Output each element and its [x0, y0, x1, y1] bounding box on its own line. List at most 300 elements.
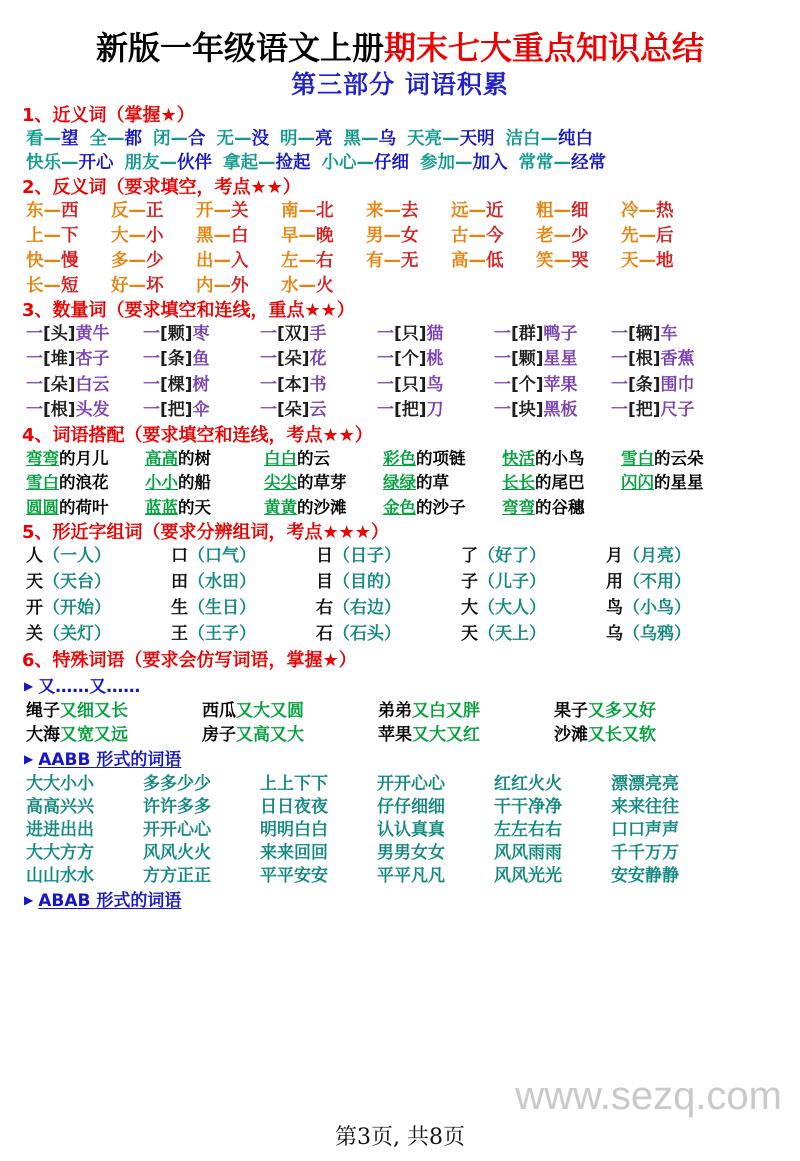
base-character: 鸟 — [606, 598, 623, 619]
antonym-word-a: 黑 — [196, 226, 214, 247]
antonym-word-a: 东 — [26, 201, 44, 222]
synonym-word-b: 仔细 — [374, 152, 409, 173]
subject-word: 房子 — [202, 724, 236, 745]
noun-phrase: 的项链 — [416, 448, 466, 468]
word-item — [611, 399, 728, 421]
antonym-word-b: 北 — [316, 201, 334, 222]
word-item — [366, 225, 451, 248]
dash-separator: — — [213, 226, 231, 247]
word-item — [26, 374, 143, 396]
dash-separator: — — [361, 128, 379, 149]
antonym-word-a: 水 — [281, 275, 299, 296]
dash-separator: — — [43, 128, 61, 149]
measure-word: [个] — [511, 374, 544, 395]
reduplicated-word: 安安静静 — [611, 866, 679, 887]
reduplicated-word: 高高兴兴 — [26, 796, 94, 817]
dash-separator: — — [356, 152, 374, 173]
antonym-row — [26, 225, 800, 248]
word-item — [494, 796, 611, 818]
similar-character-row — [26, 623, 800, 645]
synonym-word-b: 捡起 — [275, 152, 311, 173]
antonym-word-b: 白 — [231, 226, 249, 247]
word-item — [606, 623, 751, 645]
noun-phrase: 的尾巴 — [535, 473, 585, 493]
reduplicated-word: 平平安安 — [260, 866, 328, 887]
word-item — [611, 865, 728, 887]
word-item — [502, 448, 621, 469]
numeral: 一 — [143, 399, 160, 420]
noun: 云 — [309, 399, 327, 420]
similar-character-row — [26, 571, 800, 593]
word-item — [377, 865, 494, 887]
watermark: www.sezq.com — [515, 1074, 782, 1118]
dash-separator: — — [159, 152, 177, 173]
antonym-word-b: 右 — [316, 250, 334, 271]
word-item — [111, 275, 196, 298]
bullet-heading-you-you — [24, 676, 800, 698]
dash-separator: — — [170, 128, 188, 149]
antonym-word-a: 早 — [281, 226, 299, 247]
measure-word: [朵] — [277, 349, 310, 370]
bullet-label: AABB 形式的词语 — [38, 749, 182, 770]
word-in-parens: （右边） — [333, 598, 401, 619]
section-body-measure-words — [26, 323, 800, 420]
section-heading-special-words: 6、特殊词语（要求会仿写词语，掌握★） — [22, 650, 357, 672]
pattern-phrase: 又宽又远 — [60, 724, 128, 745]
antonym-word-b: 晚 — [316, 226, 334, 247]
word-item — [611, 773, 728, 795]
word-item — [611, 323, 728, 345]
word-item — [26, 865, 143, 887]
word-item — [171, 545, 316, 567]
word-item — [145, 497, 264, 518]
word-item — [26, 545, 171, 567]
subject-word: 弟弟 — [378, 700, 412, 721]
antonym-word-a: 上 — [26, 226, 44, 247]
word-item — [26, 225, 111, 248]
word-item — [217, 128, 270, 151]
measure-word: [把] — [628, 399, 661, 420]
word-item — [26, 275, 111, 298]
antonym-row — [26, 275, 800, 298]
reduplicated-word: 平平凡凡 — [377, 866, 445, 887]
antonym-word-b: 后 — [656, 226, 674, 247]
noun-phrase: 的荷叶 — [59, 497, 109, 517]
triangle-bullet-icon: ▶ — [24, 678, 34, 693]
word-item — [606, 545, 751, 567]
base-character: 关 — [26, 624, 43, 645]
word-item — [260, 819, 377, 841]
dash-separator: — — [128, 201, 146, 222]
noun: 白云 — [75, 374, 110, 395]
base-character: 田 — [171, 572, 188, 593]
antonym-word-a: 大 — [111, 226, 129, 247]
word-item — [502, 472, 621, 493]
modifier-word: 彩色 — [383, 448, 416, 468]
word-item — [461, 623, 606, 645]
measure-word-row — [26, 323, 800, 345]
noun: 星星 — [543, 349, 578, 370]
dash-separator: — — [213, 250, 231, 271]
word-item — [621, 200, 706, 223]
measure-word: [把] — [160, 399, 193, 420]
antonym-word-b: 短 — [61, 275, 79, 296]
reduplicated-word: 开开心心 — [377, 773, 445, 794]
word-item — [366, 250, 451, 273]
word-item — [145, 472, 264, 493]
reduplicated-word: 干干净净 — [494, 796, 562, 817]
collocation-row — [26, 472, 800, 493]
pattern-phrase: 又多又好 — [588, 700, 656, 721]
reduplicated-word: 大大小小 — [26, 773, 94, 794]
modifier-word: 绿绿 — [383, 473, 416, 493]
word-item — [143, 323, 260, 345]
word-item — [26, 842, 143, 864]
similar-character-row — [26, 545, 800, 567]
antonym-word-b: 关 — [231, 201, 249, 222]
word-item — [26, 571, 171, 593]
noun: 香蕉 — [660, 349, 695, 370]
word-in-parens: （开始） — [43, 598, 111, 619]
section-body-synonyms — [26, 128, 800, 175]
measure-word: [群] — [511, 324, 544, 345]
word-in-parens: （石头） — [333, 624, 401, 645]
noun: 桃 — [426, 349, 444, 370]
word-item — [260, 323, 377, 345]
word-item — [611, 374, 728, 396]
synonym-word-a: 洁白 — [505, 128, 541, 149]
antonym-word-a: 天 — [621, 250, 639, 271]
word-item — [196, 250, 281, 273]
base-character: 生 — [171, 598, 188, 619]
reduplicated-word: 风风光光 — [494, 866, 562, 887]
word-item — [26, 497, 145, 518]
dash-separator: — — [553, 250, 571, 271]
word-in-parens: （一人） — [43, 546, 111, 567]
word-item — [264, 448, 383, 469]
pattern-phrase: 又细又长 — [60, 700, 128, 721]
base-character: 人 — [26, 546, 43, 567]
word-in-parens: （好了） — [478, 546, 546, 567]
modifier-word: 长长 — [502, 473, 535, 493]
word-item — [494, 323, 611, 345]
reduplicated-word: 千千万万 — [611, 843, 679, 864]
word-item — [316, 571, 461, 593]
dash-separator: — — [383, 250, 401, 271]
noun: 刀 — [426, 399, 444, 420]
antonym-word-a: 内 — [196, 275, 214, 296]
collocation-row — [26, 448, 800, 469]
measure-word: [个] — [394, 349, 427, 370]
word-in-parens: （口气） — [188, 546, 256, 567]
word-in-parens: （乌鸦） — [623, 624, 691, 645]
antonym-word-b: 少 — [571, 226, 589, 247]
word-item — [407, 128, 495, 151]
measure-word: [堆] — [43, 349, 76, 370]
antonym-word-a: 老 — [536, 226, 554, 247]
word-item — [461, 571, 606, 593]
subject-word: 苹果 — [378, 724, 412, 745]
synonym-word-b: 开心 — [78, 152, 114, 173]
word-item — [171, 623, 316, 645]
antonym-word-a: 有 — [366, 250, 384, 271]
word-item — [143, 773, 260, 795]
title-red-part: 期末七大重点知识总结 — [384, 29, 705, 67]
noun-phrase: 的谷穗 — [535, 497, 585, 517]
reduplicated-word: 口口声声 — [611, 820, 679, 841]
aabb-row — [26, 819, 800, 841]
reduplicated-word: 红红火火 — [494, 773, 562, 794]
dash-separator: — — [258, 152, 276, 173]
section-body-collocations — [26, 448, 800, 518]
dash-separator: — — [540, 128, 558, 149]
section-heading-measure-words: 3、数量词（要求填空和连线，重点★★） — [22, 300, 355, 322]
antonym-word-b: 火 — [316, 275, 334, 296]
measure-word: [条] — [160, 349, 193, 370]
section-heading-antonyms: 2、反义词（要求填空，考点★★） — [22, 177, 301, 199]
noun: 猫 — [426, 324, 444, 345]
word-in-parens: （小鸟） — [623, 598, 691, 619]
word-item — [264, 497, 383, 518]
dash-separator: — — [128, 250, 146, 271]
numeral: 一 — [26, 374, 43, 395]
noun: 花 — [309, 349, 327, 370]
synonym-word-b: 纯白 — [558, 128, 593, 149]
modifier-word: 弯弯 — [26, 448, 59, 468]
word-item — [377, 374, 494, 396]
pattern-phrase: 又白又胖 — [412, 700, 480, 721]
word-item — [281, 200, 366, 223]
word-item — [420, 152, 508, 175]
dash-separator: — — [43, 226, 61, 247]
bullet-heading-abab — [24, 890, 800, 912]
section-body-antonyms — [26, 200, 800, 297]
synonym-word-a: 闭 — [153, 128, 171, 149]
reduplicated-word: 漂漂亮亮 — [611, 773, 679, 794]
word-item — [26, 250, 111, 273]
dash-separator: — — [213, 275, 231, 296]
antonym-word-b: 入 — [231, 250, 249, 271]
base-character: 右 — [316, 598, 333, 619]
antonym-word-a: 反 — [111, 201, 129, 222]
numeral: 一 — [26, 324, 43, 345]
antonym-word-a: 南 — [281, 201, 299, 222]
word-item — [322, 152, 410, 175]
dash-separator: — — [298, 250, 316, 271]
section-body-special-words — [0, 676, 800, 913]
noun-phrase: 的月儿 — [59, 448, 109, 468]
noun-phrase: 的沙滩 — [297, 497, 347, 517]
word-item — [377, 842, 494, 864]
numeral: 一 — [611, 324, 628, 345]
antonym-word-b: 低 — [486, 250, 504, 271]
base-character: 子 — [461, 572, 478, 593]
noun-phrase: 的云朵 — [654, 448, 704, 468]
triangle-bullet-icon: ▶ — [24, 893, 34, 908]
word-item — [536, 250, 621, 273]
base-character: 王 — [171, 624, 188, 645]
word-item — [145, 448, 264, 469]
antonym-word-b: 热 — [656, 201, 674, 222]
dash-separator: — — [468, 226, 486, 247]
reduplicated-word: 男男女女 — [377, 843, 445, 864]
dash-separator: — — [553, 201, 571, 222]
antonym-word-a: 笑 — [536, 250, 554, 271]
word-item — [377, 773, 494, 795]
modifier-word: 闪闪 — [621, 473, 654, 493]
antonym-word-b: 慢 — [61, 250, 79, 271]
synonym-word-b: 没 — [251, 128, 269, 149]
antonym-word-b: 外 — [231, 275, 249, 296]
noun: 围巾 — [660, 374, 695, 395]
noun-phrase: 的船 — [178, 473, 211, 493]
modifier-word: 雪白 — [621, 448, 654, 468]
dash-separator: — — [638, 226, 656, 247]
word-item — [26, 819, 143, 841]
noun: 鱼 — [192, 349, 210, 370]
word-in-parens: （王子） — [188, 624, 256, 645]
word-item — [171, 597, 316, 619]
synonym-row — [26, 152, 800, 175]
base-character: 日 — [316, 546, 333, 567]
word-item — [377, 323, 494, 345]
synonym-word-b: 加入 — [472, 152, 508, 173]
bullet-label: ABAB 形式的词语 — [38, 891, 182, 912]
modifier-word: 雪白 — [26, 473, 59, 493]
reduplicated-word: 大大方方 — [26, 843, 94, 864]
dash-separator: — — [61, 152, 79, 173]
word-item — [280, 128, 333, 151]
reduplicated-word: 来来往往 — [611, 796, 679, 817]
measure-word: [颗] — [511, 349, 544, 370]
numeral: 一 — [377, 374, 394, 395]
antonym-word-b: 近 — [486, 201, 504, 222]
numeral: 一 — [377, 399, 394, 420]
word-item — [519, 152, 607, 175]
numeral: 一 — [260, 374, 277, 395]
antonym-word-b: 正 — [146, 201, 164, 222]
word-item — [26, 623, 171, 645]
word-item — [223, 152, 311, 175]
synonym-word-b: 天明 — [459, 128, 495, 149]
modifier-word: 白白 — [264, 448, 297, 468]
word-item — [26, 597, 171, 619]
measure-word: [把] — [394, 399, 427, 420]
word-item — [611, 348, 728, 370]
numeral: 一 — [143, 349, 160, 370]
reduplicated-word: 来来回回 — [260, 843, 328, 864]
subject-word: 大海 — [26, 724, 60, 745]
numeral: 一 — [611, 399, 628, 420]
word-item — [171, 571, 316, 593]
word-item — [621, 250, 706, 273]
you-you-row — [26, 700, 800, 722]
pattern-phrase: 又长又软 — [588, 724, 656, 745]
word-item — [26, 323, 143, 345]
word-item — [494, 348, 611, 370]
synonym-word-a: 小心 — [321, 152, 357, 173]
word-item — [611, 796, 728, 818]
word-item — [621, 472, 740, 493]
word-item — [536, 200, 621, 223]
word-item — [196, 275, 281, 298]
synonym-word-a: 拿起 — [223, 152, 258, 173]
word-item — [202, 700, 378, 722]
dash-separator: — — [442, 128, 460, 149]
word-item — [621, 225, 706, 248]
synonym-word-b: 乌 — [378, 128, 396, 149]
reduplicated-word: 进进出出 — [26, 820, 94, 841]
similar-character-row — [26, 597, 800, 619]
numeral: 一 — [377, 324, 394, 345]
noun-phrase: 的小鸟 — [535, 448, 585, 468]
synonym-word-b: 望 — [61, 128, 79, 149]
numeral: 一 — [494, 399, 511, 420]
modifier-word: 圆圆 — [26, 497, 59, 517]
word-item — [502, 497, 621, 518]
reduplicated-word: 仔仔细细 — [377, 796, 445, 817]
subject-word: 绳子 — [26, 700, 60, 721]
word-item — [26, 472, 145, 493]
reduplicated-word: 开开心心 — [143, 820, 211, 841]
word-item — [451, 225, 536, 248]
word-item — [26, 796, 143, 818]
measure-word: [根] — [43, 399, 76, 420]
numeral: 一 — [26, 399, 43, 420]
reduplicated-word: 风风火火 — [143, 843, 211, 864]
measure-word: [朵] — [277, 399, 310, 420]
reduplicated-word: 风风雨雨 — [494, 843, 562, 864]
reduplicated-word: 山山水水 — [26, 866, 94, 887]
word-item — [143, 796, 260, 818]
modifier-word: 高高 — [145, 448, 178, 468]
synonym-word-b: 经常 — [571, 152, 606, 173]
word-item — [111, 225, 196, 248]
dash-separator: — — [107, 128, 125, 149]
word-item — [316, 597, 461, 619]
dash-separator: — — [128, 226, 146, 247]
pattern-phrase: 又高又大 — [236, 724, 304, 745]
word-item — [494, 399, 611, 421]
base-character: 口 — [171, 546, 188, 567]
antonym-word-a: 左 — [281, 250, 299, 271]
antonym-word-b: 无 — [401, 250, 419, 271]
antonym-word-b: 去 — [401, 201, 419, 222]
word-item — [621, 448, 740, 469]
word-item — [111, 250, 196, 273]
synonym-word-a: 明 — [280, 128, 298, 149]
word-item — [281, 250, 366, 273]
word-item — [260, 842, 377, 864]
synonym-word-a: 参加 — [420, 152, 455, 173]
page-title — [0, 30, 800, 68]
synonym-word-a: 看 — [26, 128, 44, 149]
antonym-word-b: 坏 — [146, 275, 164, 296]
aabb-row — [26, 773, 800, 795]
word-item — [378, 724, 554, 746]
word-item — [461, 597, 606, 619]
dash-separator: — — [553, 226, 571, 247]
base-character: 用 — [606, 572, 623, 593]
noun: 鸟 — [426, 374, 444, 395]
antonym-word-b: 今 — [486, 226, 504, 247]
antonym-row — [26, 200, 800, 223]
you-you-row — [26, 724, 800, 746]
synonym-word-b: 伙伴 — [177, 152, 212, 173]
dash-separator: — — [383, 201, 401, 222]
dash-separator: — — [455, 152, 473, 173]
dash-separator: — — [297, 128, 315, 149]
